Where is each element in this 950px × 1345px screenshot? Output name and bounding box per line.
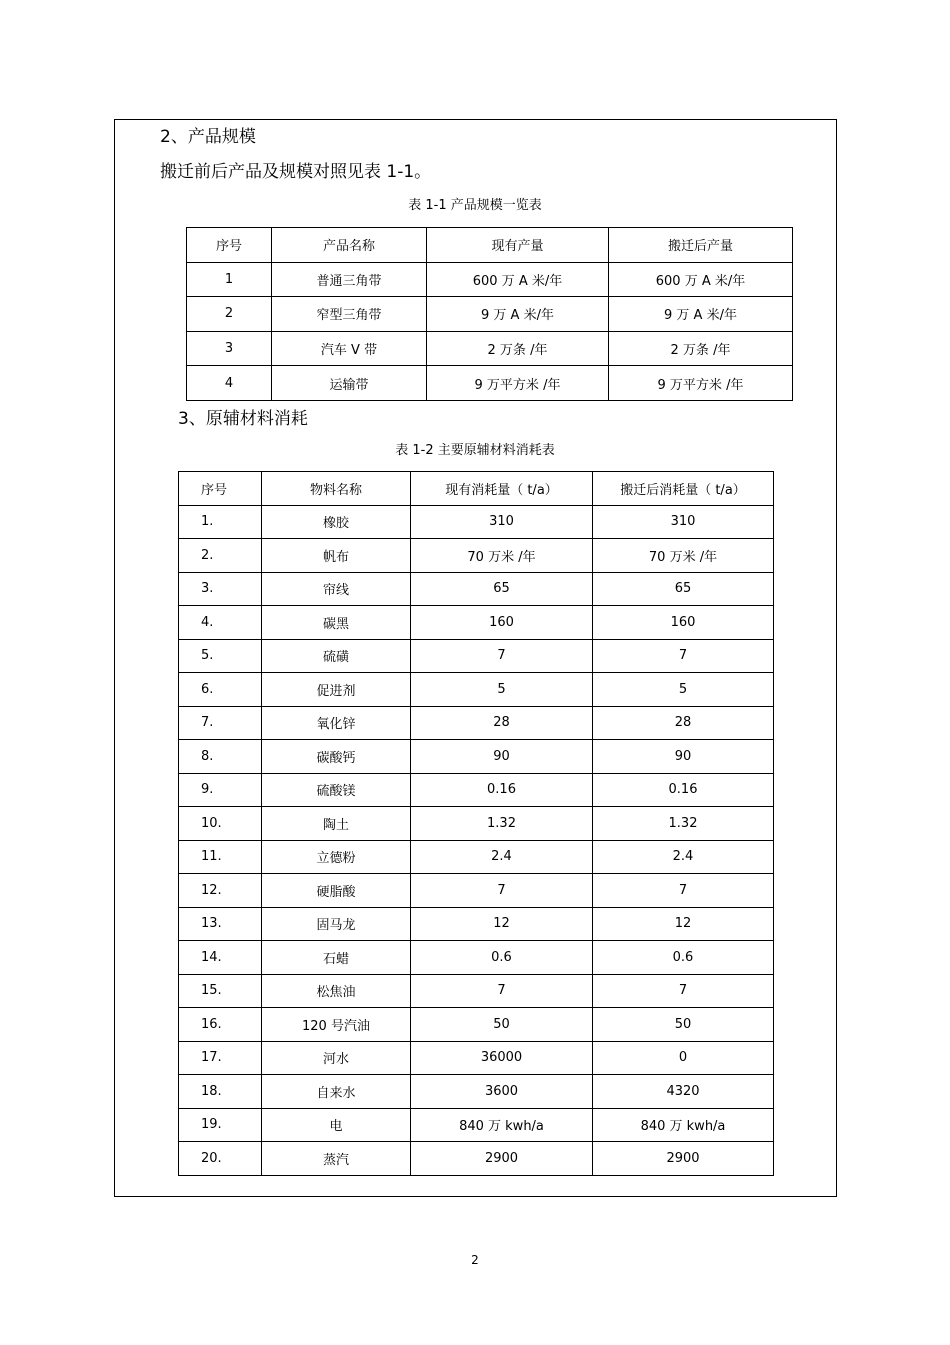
table-cell: 3 [187,331,272,366]
table-cell: 840 万 kwh/a [593,1108,774,1142]
table-cell: 碳黑 [262,606,411,640]
table-row [187,262,793,297]
table-cell: 河水 [262,1041,411,1075]
table-cell: 9 万平方米 /年 [427,366,609,401]
table-row [187,297,793,332]
table-cell: 促进剂 [262,673,411,707]
table-cell: 松焦油 [262,974,411,1008]
table-cell: 2 万条 /年 [427,331,609,366]
column-header: 现有消耗量（ t/a） [411,472,593,506]
table-cell: 2.4 [411,840,593,874]
table-cell: 1. [179,505,262,539]
section-heading-product-scale: 2、产品规模 [160,127,256,147]
table-cell: 13. [179,907,262,941]
table-cell: 50 [411,1008,593,1042]
table-row [179,1041,774,1075]
table-cell: 70 万米 /年 [411,539,593,573]
table-cell: 氧化锌 [262,706,411,740]
column-header: 序号 [187,228,272,263]
table-cell: 160 [593,606,774,640]
table-cell: 3600 [411,1075,593,1109]
table-cell: 0 [593,1041,774,1075]
table-cell: 1 [187,262,272,297]
table-row [179,1108,774,1142]
table-cell: 电 [262,1108,411,1142]
table-cell: 11. [179,840,262,874]
table-cell: 65 [593,572,774,606]
table-cell: 4320 [593,1075,774,1109]
table-cell: 2.4 [593,840,774,874]
table-cell: 橡胶 [262,505,411,539]
table-cell: 50 [593,1008,774,1042]
table-cell: 28 [411,706,593,740]
table-row [187,331,793,366]
column-header: 产品名称 [272,228,427,263]
table-cell: 14. [179,941,262,975]
materials-consumption-table [178,471,774,1176]
table-cell: 硫磺 [262,639,411,673]
table-cell: 1.32 [411,807,593,841]
table-cell: 0.16 [593,773,774,807]
table-cell: 600 万 A 米/年 [609,262,793,297]
table-cell: 蒸汽 [262,1142,411,1176]
table-cell: 7 [411,874,593,908]
column-header: 物料名称 [262,472,411,506]
table-cell: 840 万 kwh/a [411,1108,593,1142]
intro-sentence: 搬迁前后产品及规模对照见表 1-1。 [160,162,432,182]
table-row [179,606,774,640]
table-header-row [179,472,774,506]
table-cell: 65 [411,572,593,606]
table-cell: 2 [187,297,272,332]
table-cell: 2900 [411,1142,593,1176]
table-row [179,840,774,874]
table-row [179,706,774,740]
table-row [179,572,774,606]
table-cell: 碳酸钙 [262,740,411,774]
table-cell: 7 [593,874,774,908]
table-row [187,366,793,401]
table-cell: 310 [593,505,774,539]
table-cell: 7 [593,639,774,673]
table-cell: 7 [593,974,774,1008]
table-cell: 9 万 A 米/年 [427,297,609,332]
table-row [179,1142,774,1176]
table-row [179,539,774,573]
table-cell: 90 [411,740,593,774]
table-cell: 12 [411,907,593,941]
table-cell: 帘线 [262,572,411,606]
column-header: 现有产量 [427,228,609,263]
table-cell: 0.16 [411,773,593,807]
table-cell: 15. [179,974,262,1008]
page-number: 2 [471,1253,479,1267]
table-cell: 0.6 [411,941,593,975]
table-cell: 帆布 [262,539,411,573]
table-cell: 6. [179,673,262,707]
table-cell: 2900 [593,1142,774,1176]
column-header: 搬迁后消耗量（ t/a） [593,472,774,506]
table-cell: 1.32 [593,807,774,841]
table-cell: 9. [179,773,262,807]
table-cell: 4 [187,366,272,401]
table-row [179,1008,774,1042]
table-cell: 5 [411,673,593,707]
table-cell: 5 [593,673,774,707]
table-cell: 2. [179,539,262,573]
table-row [179,673,774,707]
table-cell: 160 [411,606,593,640]
table-cell: 窄型三角带 [272,297,427,332]
table-row [179,740,774,774]
table-cell: 20. [179,1142,262,1176]
table-cell: 自来水 [262,1075,411,1109]
table-cell: 固马龙 [262,907,411,941]
table-cell: 19. [179,1108,262,1142]
table-cell: 18. [179,1075,262,1109]
table-cell: 7. [179,706,262,740]
table-cell: 2 万条 /年 [609,331,793,366]
table-cell: 120 号汽油 [262,1008,411,1042]
table-cell: 普通三角带 [272,262,427,297]
table-cell: 600 万 A 米/年 [427,262,609,297]
table-cell: 汽车 V 带 [272,331,427,366]
table-cell: 9 万 A 米/年 [609,297,793,332]
table-row [179,907,774,941]
table-cell: 7 [411,639,593,673]
table-cell: 36000 [411,1041,593,1075]
table-cell: 立德粉 [262,840,411,874]
table-cell: 7 [411,974,593,1008]
table-cell: 10. [179,807,262,841]
table2-caption: 表 1-2 主要原辅材料消耗表 [395,443,555,458]
table-row [179,807,774,841]
table-cell: 28 [593,706,774,740]
table-row [179,974,774,1008]
table-row [179,773,774,807]
column-header: 搬迁后产量 [609,228,793,263]
table-row [179,1075,774,1109]
product-scale-table [186,227,793,401]
table-cell: 0.6 [593,941,774,975]
table-cell: 8. [179,740,262,774]
table-cell: 16. [179,1008,262,1042]
table-cell: 硬脂酸 [262,874,411,908]
table-cell: 310 [411,505,593,539]
section-heading-materials: 3、原辅材料消耗 [178,409,308,429]
table-header-row [187,228,793,263]
table-cell: 17. [179,1041,262,1075]
column-header: 序号 [179,472,262,506]
table-cell: 3. [179,572,262,606]
table-cell: 12. [179,874,262,908]
table-cell: 4. [179,606,262,640]
table-cell: 运输带 [272,366,427,401]
table-cell: 9 万平方米 /年 [609,366,793,401]
table-row [179,505,774,539]
table-row [179,639,774,673]
table-row [179,941,774,975]
table-cell: 石蜡 [262,941,411,975]
table-cell: 12 [593,907,774,941]
table-row [179,874,774,908]
table-cell: 陶土 [262,807,411,841]
table-cell: 70 万米 /年 [593,539,774,573]
table-cell: 90 [593,740,774,774]
table-cell: 硫酸镁 [262,773,411,807]
table-cell: 5. [179,639,262,673]
table1-caption: 表 1-1 产品规模一览表 [408,198,542,213]
